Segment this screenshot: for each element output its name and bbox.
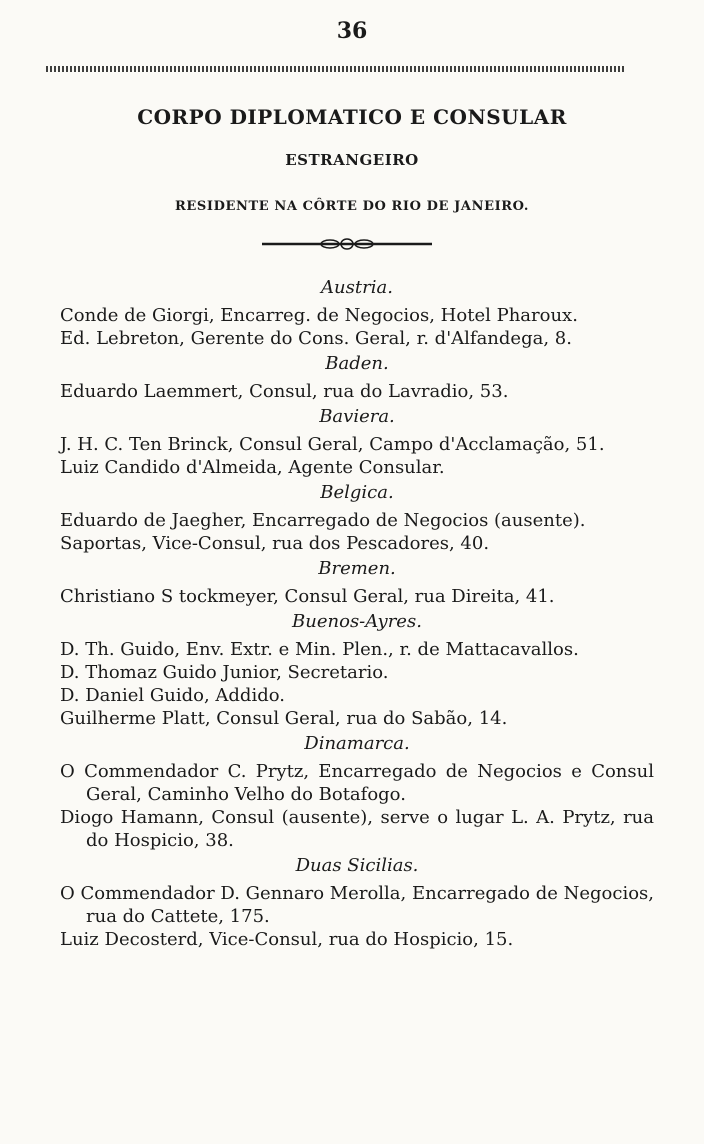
section-location: RESIDENTE NA CÔRTE DO RIO DE JANEIRO. (175, 199, 529, 214)
top-rule (46, 66, 626, 72)
country-heading: Austria. (321, 277, 393, 298)
country-section (60, 352, 654, 403)
directory-entry: Luiz Decosterd, Vice-Consul, rua do Hospicio, 15. (60, 929, 514, 950)
directory-content (60, 274, 654, 951)
ornament-divider-icon (262, 236, 432, 252)
country-heading: Baviera. (319, 406, 395, 427)
directory-entry: O Commendador C. Prytz, Encarregado de Negocios e Consul Geral, Caminho Velho do Botafogo. (60, 761, 654, 805)
directory-entry: Eduardo Laemmert, Consul, rua do Lavradio, 53. (60, 381, 509, 402)
country-section (60, 732, 654, 852)
country-heading: Baden. (325, 353, 389, 374)
directory-entry: Christiano S tockmeyer, Consul Geral, rua Direita, 41. (60, 586, 555, 607)
directory-entry: D. Th. Guido, Env. Extr. e Min. Plen., r. de Mattacavallos. (60, 639, 579, 660)
section-subtitle: ESTRANGEIRO (285, 151, 419, 169)
page-number: 36 (336, 18, 368, 44)
country-section (60, 854, 654, 951)
country-section (60, 405, 654, 479)
country-section (60, 481, 654, 555)
directory-entry: D. Daniel Guido, Addido. (60, 685, 285, 706)
directory-entry: Luiz Candido d'Almeida, Agente Consular. (60, 457, 445, 478)
country-heading: Belgica. (320, 482, 394, 503)
country-section (60, 610, 654, 730)
country-heading: Dinamarca. (304, 733, 410, 754)
directory-entry: Guilherme Platt, Consul Geral, rua do Sabão, 14. (60, 708, 508, 729)
directory-entry: Saportas, Vice-Consul, rua dos Pescadores, 40. (60, 533, 490, 554)
country-heading: Buenos-Ayres. (292, 611, 422, 632)
directory-entry: Ed. Lebreton, Gerente do Cons. Geral, r. d'Alfandega, 8. (60, 328, 572, 349)
directory-entry: Eduardo de Jaegher, Encarregado de Negocios (ausente). (60, 510, 586, 531)
directory-entry: D. Thomaz Guido Junior, Secretario. (60, 662, 389, 683)
directory-entry: Diogo Hamann, Consul (ausente), serve o lugar L. A. Prytz, rua do Hospicio, 38. (60, 807, 654, 851)
country-heading: Duas Sicilias. (295, 855, 419, 876)
directory-entry: Conde de Giorgi, Encarreg. de Negocios, Hotel Pharoux. (60, 305, 578, 326)
country-heading: Bremen. (318, 558, 396, 579)
directory-entry: J. H. C. Ten Brinck, Consul Geral, Campo d'Acclamação, 51. (60, 434, 605, 455)
section-title: CORPO DIPLOMATICO E CONSULAR (137, 105, 567, 129)
directory-entry: O Commendador D. Gennaro Merolla, Encarregado de Negocios, rua do Cattete, 175. (60, 883, 654, 927)
country-section (60, 276, 654, 350)
country-section (60, 557, 654, 608)
